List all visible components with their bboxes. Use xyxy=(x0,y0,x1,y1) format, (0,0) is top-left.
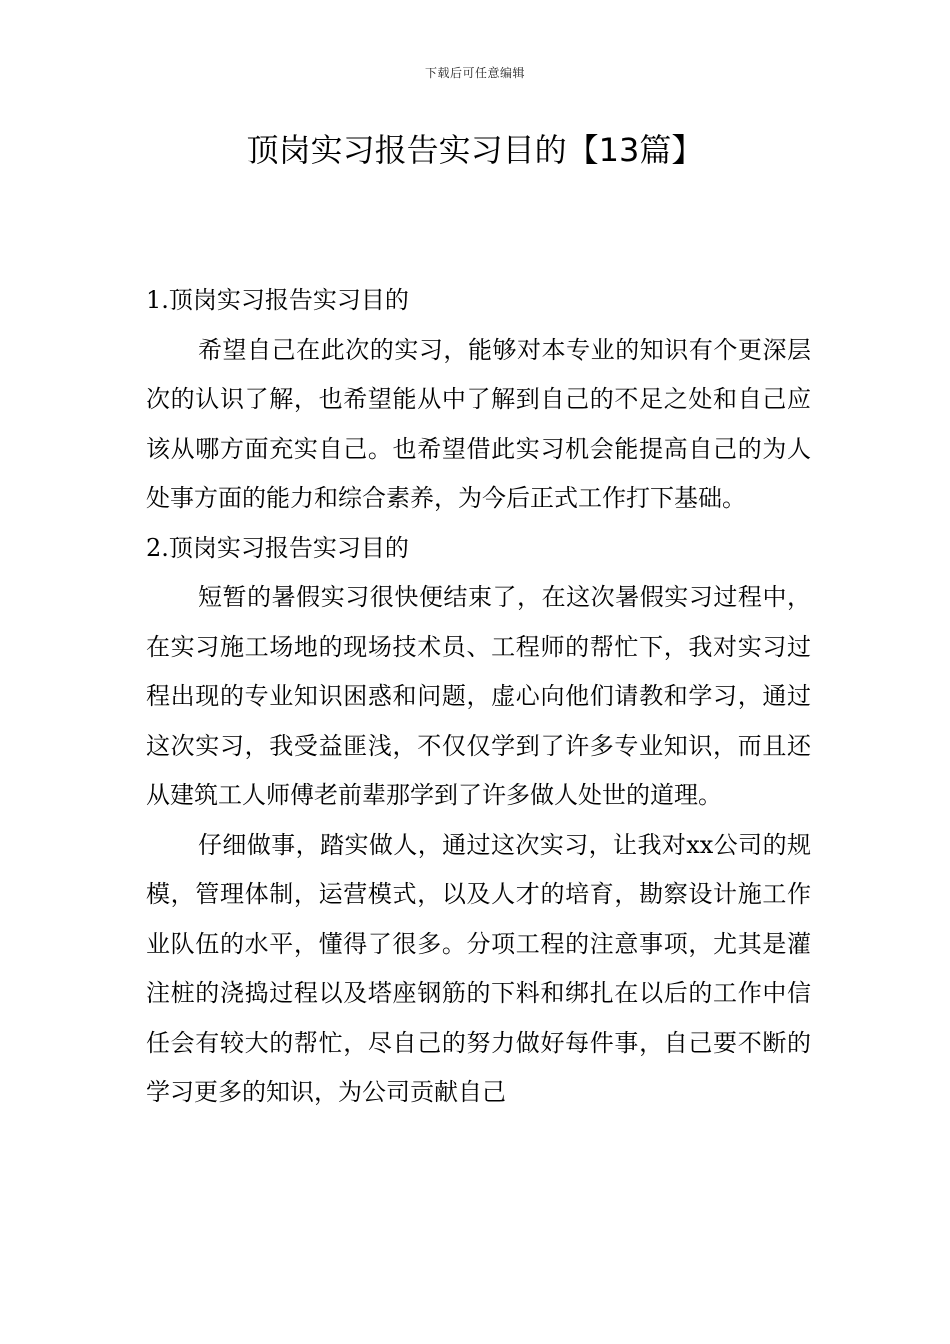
section-heading-1: 1.顶岗实习报告实习目的 xyxy=(146,286,409,314)
section-1-paragraph-1: 希望自己在此次的实习，能够对本专业的知识有个更深层次的认识了解，也希望能从中了解到自己的不足之处和自己应该从哪方面充实自己。也希望借此实习机会能提高自己的为人处事方面的能力和综合素养，为今后正式工作打下基础。 xyxy=(146,335,811,512)
section-2-paragraph-2: 仔细做事，踏实做人，通过这次实习，让我对xx公司的规模，管理体制，运营模式，以及人才的培育，勘察设计施工作业队伍的水平，懂得了很多。分项工程的注意事项，尤其是灌注桩的浇捣过程以及塔座钢筋的下料和绑扎在以后的工作中信任会有较大的帮忙，尽自己的努力做好每件事，自己要不断的学习更多的知识，为公司贡献自己 xyxy=(146,830,811,1106)
header-note: 下载后可任意编辑 xyxy=(424,66,525,80)
section-2-paragraph-1: 短暂的暑假实习很快便结束了，在这次暑假实习过程中，在实习施工场地的现场技术员、工程师的帮忙下，我对实习过程出现的专业知识困惑和问题，虚心向他们请教和学习，通过这次实习，我受益匪浅，不仅仅学到了许多专业知识，而且还从建筑工人师傅老前辈那学到了许多做人处世的道理。 xyxy=(146,583,811,809)
document-body xyxy=(146,276,811,1118)
section-heading-2: 2.顶岗实习报告实习目的 xyxy=(146,533,409,562)
document-title: 顶岗实习报告实习目的【13篇】 xyxy=(246,131,704,169)
